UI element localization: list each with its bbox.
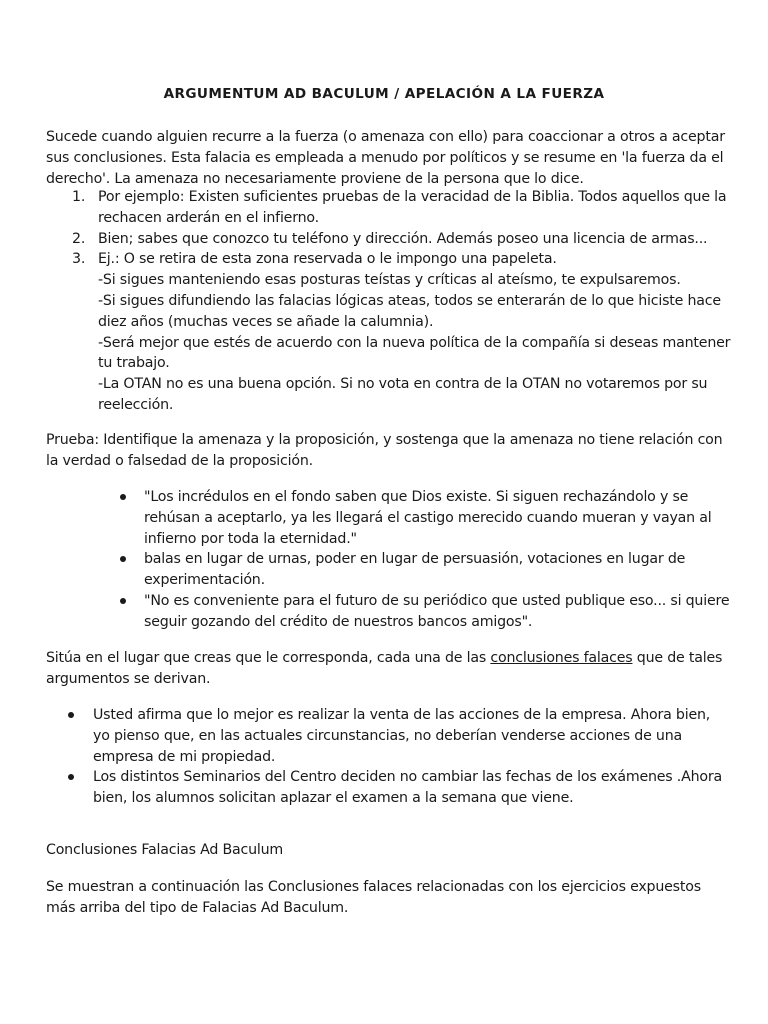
instruction-text: Sitúa en el lugar que creas que le corresponda, cada una de las [46, 650, 491, 666]
intro-paragraph: Sucede cuando alguien recurre a la fuerza (o amenaza con ello) para coaccionar a otros a aceptar sus conclusiones. Esta falacia es empleada a menudo por políticos y se resume en 'la fuerza da el derecho'. La amenaza no necesariamente proviene de la persona que lo dice. [46, 129, 725, 187]
example-label: Ej.: [98, 251, 120, 268]
list-item [68, 705, 730, 767]
quotes-list [120, 487, 730, 633]
example-label: Por ejemplo: [98, 189, 185, 205]
list-item [120, 549, 730, 591]
bullet-text: Los distintos Seminarios del Centro deciden no cambiar las fechas de los exámenes .Ahora bien, los alumnos solicitan aplazar el examen a la semana que viene. [93, 769, 723, 807]
proof-paragraph [46, 430, 726, 472]
conclusiones-falaces-link[interactable]: conclusiones falaces [490, 650, 633, 666]
list-number: 3. [72, 251, 86, 268]
proof-label: Prueba: [46, 432, 99, 448]
bullet-icon [120, 494, 126, 500]
bullet-text: "Los incrédulos en el fondo saben que Dios existe. Si siguen rechazándolo y se rehúsan a aceptarlo, ya les llegará el castigo merecido cuando mueran y vayan al infierno por toda la eternidad." [144, 489, 712, 547]
sub-example: -Si sigues manteniendo esas posturas teístas y críticas al ateísmo, te expulsaremos. [98, 272, 681, 289]
bullet-text: balas en lugar de urnas, poder en lugar de persuasión, votaciones en lugar de experimentación. [144, 551, 686, 589]
sub-example: -Será mejor que estés de acuerdo con la nueva política de la compañía si deseas mantener tu trabajo. [98, 334, 731, 372]
example-text: Bien; sabes que conozco tu teléfono y dirección. Además poseo una licencia de armas... [98, 230, 708, 247]
list-item [120, 487, 730, 549]
bullet-icon [68, 774, 74, 780]
bullet-icon [120, 598, 126, 604]
bullet-text: "No es conveniente para el futuro de su periódico que usted publique eso... si quiere seguir gozando del crédito de nuestros bancos amigos". [144, 592, 730, 630]
list-item [120, 591, 730, 633]
proof-text: Identifique la amenaza y la proposición, y sostenga que la amenaza no tiene relación con la verdad o falsedad de la proposición. [46, 432, 723, 469]
instruction-text-end: que de tales argumentos se derivan. [46, 650, 723, 687]
sub-example: -Si sigues difundiendo las falacias lógicas ateas, todos se enterarán de lo que hiciste hace diez años (muchas veces se añade la calumnia). [98, 292, 721, 330]
list-number: 2. [72, 230, 86, 247]
exercises-list [68, 705, 730, 809]
section-heading: Conclusiones Falacias Ad Baculum [46, 842, 284, 858]
bullet-text: Usted afirma que lo mejor es realizar la venta de las acciones de la empresa. Ahora bien, yo pienso que, en las actuales circunstancias, no deberían venderse acciones de una empresa de mi propiedad. [93, 707, 711, 765]
example-text: Existen suficientes pruebas de la veracidad de la Biblia. Todos aquellos que la rechacen arderán en el infierno. [98, 189, 727, 226]
closing-paragraph: Se muestran a continuación las Conclusiones falaces relacionadas con los ejercicios expuestos más arriba del tipo de Falacias Ad Baculum. [46, 879, 701, 916]
bullet-icon [68, 712, 74, 718]
list-item [68, 767, 730, 809]
list-item [46, 229, 736, 250]
bullet-icon [120, 556, 126, 562]
example-text: O se retira de esta zona reservada o le impongo una papeleta. [119, 251, 557, 268]
examples-list [46, 187, 736, 416]
page-title: ARGUMENTUM AD BACULUM / APELACIÓN A LA FUERZA [163, 86, 605, 102]
list-item [46, 187, 736, 229]
sub-example: -La OTAN no es una buena opción. Si no vota en contra de la OTAN no votaremos por su reelección. [98, 376, 708, 413]
instruction-paragraph [46, 648, 726, 690]
list-item [46, 249, 736, 415]
list-number: 1. [72, 189, 86, 205]
